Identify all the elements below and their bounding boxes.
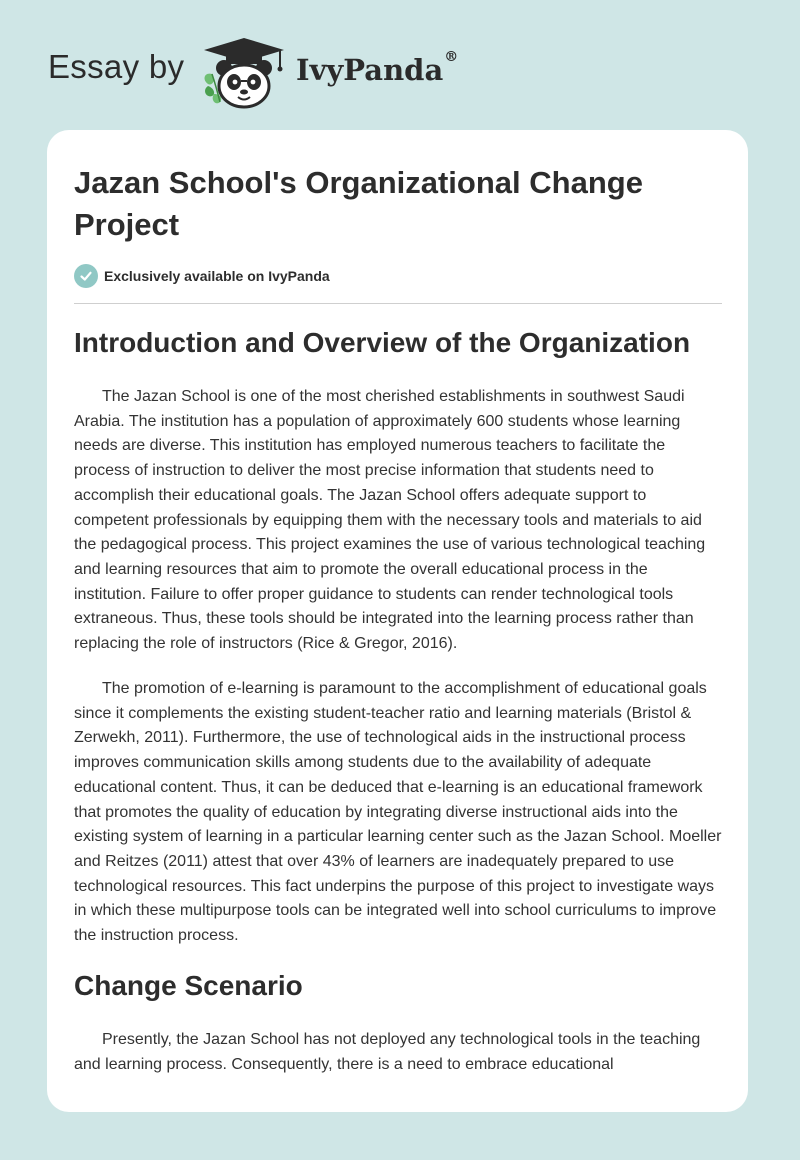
paragraph: The Jazan School is one of the most cherished establishments in southwest Saudi Arabia. The institution has a population of approximately 600 students whose learning needs are diverse. This institution has employed numerous teachers to facilitate the process of instruction to deliver the most precise information that students need to accomplish their educational goals. The Jazan School offers adequate support to competent professionals by equipping them with the necessary tools and materials to aid the pedagogical process. This project examines the use of various technological teaching and learning resources that aim to promote the overall educational process in the institution. Failure to offer proper guidance to students can render technological tools extraneous. Thus, these tools should be integrated into the learning process rather than replacing the role of instructors (Rice & Gregor, 2016). [74,388,706,653]
exclusive-label: Exclusively available on IvyPanda [104,268,330,284]
essay-by-label: Essay by [48,48,185,85]
site-header [0,0,800,130]
paragraph: The promotion of e-learning is paramount to the accomplishment of educational goals since it complements the existing student-teacher ratio and learning materials (Bristol & Zerwekh, 2011). Furthermore, the use of technological aids in the instructional process improves communication skills among students due to the availability of adequate educational content. Thus, it can be deduced that e-learning is an educational framework that promotes the quality of education by integrating diverse instructional aids into the existing system of learning in a particular learning center such as the Jazan School. Moeller and Reitzes (2011) attest that over 43% of learners are inadequately prepared to use technological resources. This fact underpins the purpose of this project to investigate ways in which these multipurpose tools can be integrated well into school curriculums to improve the instruction process. [74,680,722,945]
section-heading-introduction: Introduction and Overview of the Organization [74,327,691,358]
section-heading-change-scenario: Change Scenario [74,970,303,1001]
ivypanda-logo[interactable] [198,34,290,110]
check-circle-icon [74,264,98,288]
paragraph: Presently, the Jazan School has not deployed any technological tools in the teaching and learning process. Consequently, there is a need to embrace educational [74,1031,701,1073]
article-card [47,130,748,1112]
divider [74,303,722,304]
panda-face-icon [216,60,272,107]
trademark-mark: ® [444,49,459,65]
page-title: Jazan School's Organizational Change Project [74,165,643,242]
brand-name[interactable]: IvyPanda® [296,49,459,87]
exclusive-badge [74,264,330,288]
